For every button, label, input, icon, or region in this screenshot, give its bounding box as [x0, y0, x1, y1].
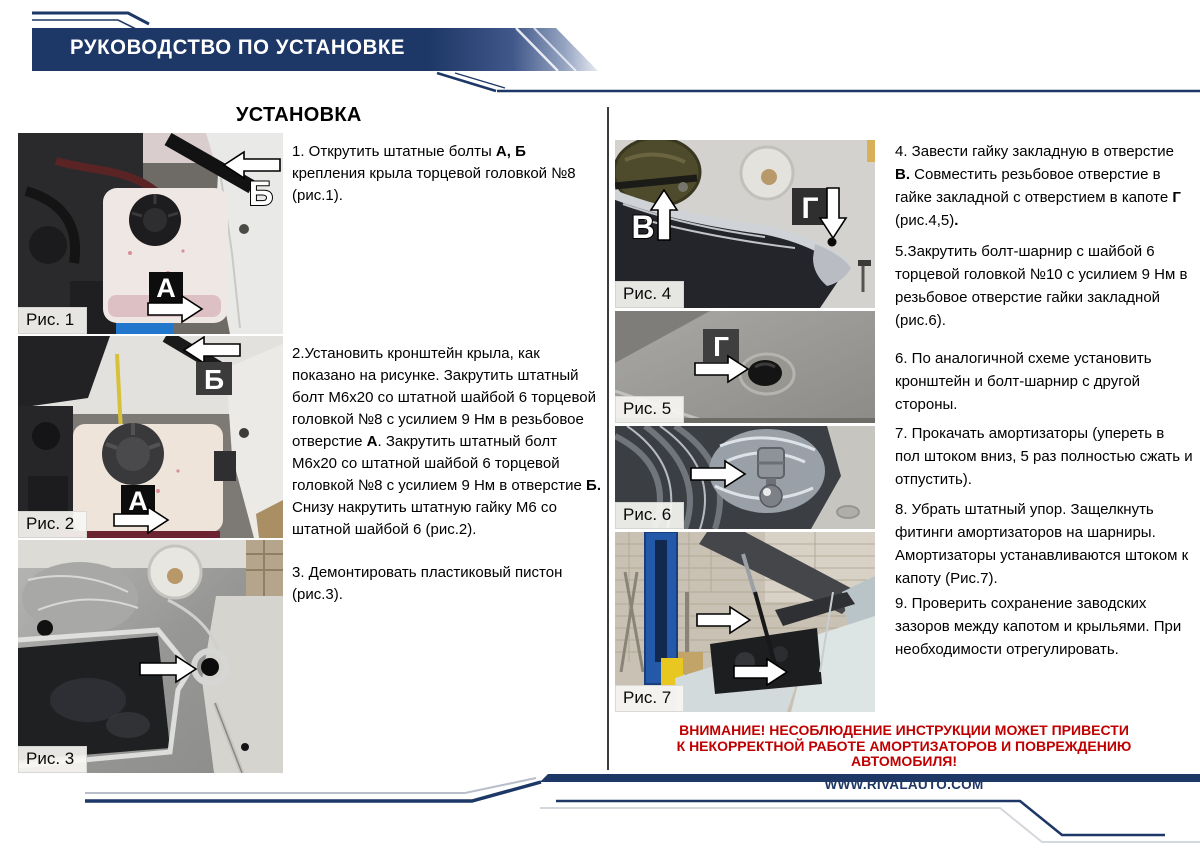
warning-text: ВНИМАНИЕ! НЕСОБЛЮДЕНИЕ ИНСТРУКЦИИ МОЖЕТ ПРИВЕСТИ К НЕКОРРЕКТНОЙ РАБОТЕ АМОРТИЗАТОРОВ И ПОВРЕЖДЕНИЮ АВТОМОБИЛЯ! — [676, 722, 1132, 769]
figure-caption: Рис. 5 — [615, 396, 684, 423]
figure-3 — [18, 540, 283, 773]
figure-6 — [615, 426, 875, 529]
figure-caption: Рис. 6 — [615, 502, 684, 529]
footer-decor-line — [556, 801, 1165, 835]
install-step-1: 1. Открутить штатные болты А, Б крепления крыла торцевой головкой №8 (рис.1). — [292, 143, 576, 204]
install-step-3: 3. Демонтировать пластиковый пистон (рис.3). — [292, 564, 563, 603]
section-title: УСТАНОВКА — [236, 104, 362, 126]
install-step-6: 6. По аналогичной схеме установить кронштейн и болт-шарнир с другой стороны. — [895, 350, 1152, 413]
install-step-4: 4. Завести гайку закладную в отверстие В. Совместить резьбовое отверстие в гайке закладной с отверстием в капоте Г (рис.4,5). — [895, 143, 1181, 229]
column-divider — [607, 107, 609, 770]
install-step-7: 7. Прокачать амортизаторы (упереть в пол штоком вниз, 5 раз полностью сжать и отпустить). — [895, 425, 1193, 488]
header-decor-line — [32, 13, 149, 24]
figure-2 — [18, 336, 283, 538]
banner-title: РУКОВОДСТВО ПО УСТАНОВКЕ — [70, 36, 406, 59]
figure-4 — [615, 140, 875, 308]
footer-decor-line — [85, 778, 536, 793]
footer-decor-line — [540, 808, 1200, 842]
install-step-5: 5.Закрутить болт-шарнир с шайбой 6 торцевой головкой №10 с усилием 9 Нм в резьбовое отверстие гайки закладной (рис.6). — [895, 243, 1188, 329]
marker-label: Г — [713, 331, 729, 362]
marker-label: В — [631, 209, 655, 245]
figure-7 — [615, 532, 875, 712]
figure-caption: Рис. 2 — [18, 511, 87, 538]
install-step-9: 9. Проверить сохранение заводских зазоров между капотом и крыльями. При необходимости отрегулировать. — [895, 595, 1182, 658]
figure-5 — [615, 311, 875, 423]
install-step-8: 8. Убрать штатный упор. Защелкнуть фитинги амортизаторов на шарниры. Амортизаторы устанавливаются штоком к капоту (Рис.7). — [895, 501, 1189, 587]
marker-label: Г — [801, 192, 819, 225]
figure-1 — [18, 133, 283, 334]
figure-2-photo — [18, 336, 283, 538]
footer-url: WWW.RIVALAUTO.COM — [824, 777, 984, 792]
marker-label: А — [128, 486, 148, 516]
figure-1-photo — [18, 133, 283, 334]
figure-caption: Рис. 7 — [615, 685, 684, 712]
figure-caption: Рис. 1 — [18, 307, 87, 334]
marker-label: Б — [203, 364, 225, 395]
figure-caption: Рис. 4 — [615, 281, 684, 308]
marker-label: А — [156, 273, 176, 303]
install-step-2: 2.Установить кронштейн крыла, как показано на рисунке. Закрутить штатный болт М6х20 со штатной шайбой 6 торцевой головкой №8 с усилием 9 Нм в резьбовое отверстие А. Закрутить штатный болт М6х20 со штатной шайбой 6 торцевой головкой №8 с усилием 9 Нм в отверстие Б. Снизу накрутить штатную гайку М6 со штатной шайбой 6 (рис.2). — [292, 345, 601, 538]
figure-3-photo — [18, 540, 283, 773]
marker-label: Б — [248, 175, 274, 213]
figure-caption: Рис. 3 — [18, 746, 87, 773]
